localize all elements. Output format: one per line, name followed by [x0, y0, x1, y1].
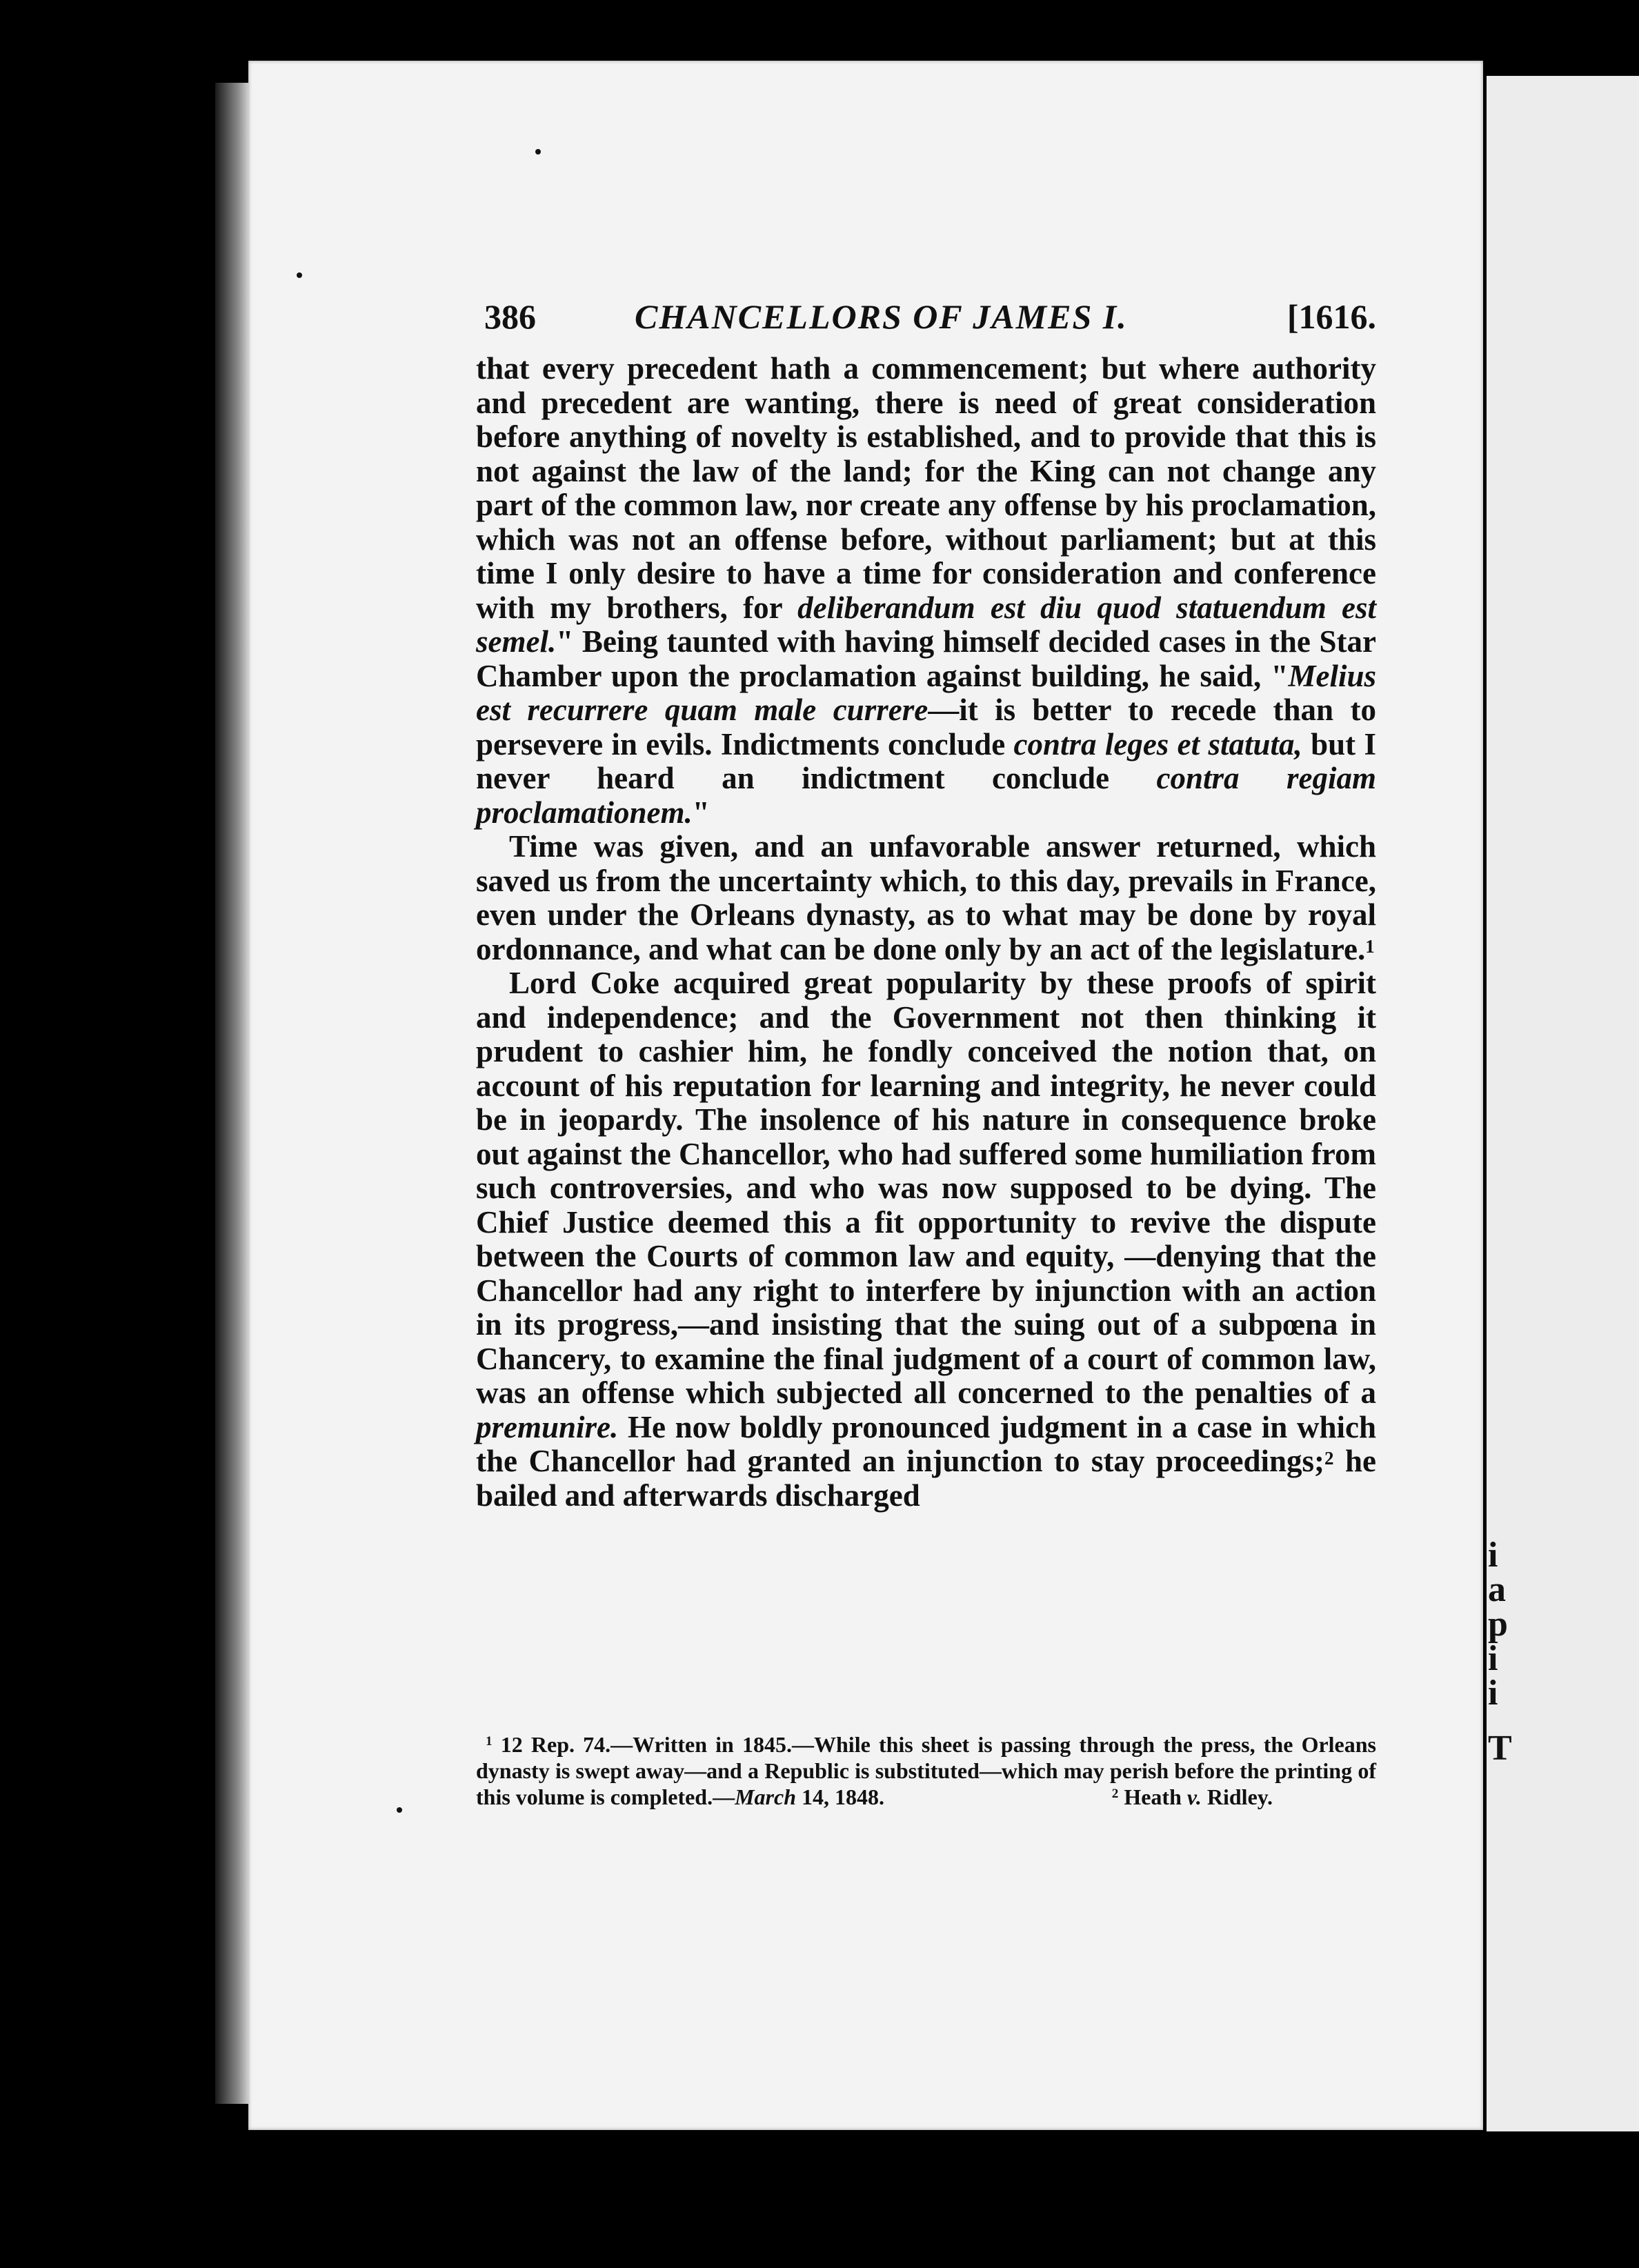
text-run: " Being taunted with having himself decided cases in the Star Chamber upon the proclamation against building, he said, "	[476, 624, 1376, 693]
paragraph	[476, 966, 1376, 1513]
italic-text: contra regiam proclamationem.	[476, 761, 1376, 830]
next-page-fragment: T	[1488, 1729, 1512, 1768]
print-speck	[535, 149, 541, 155]
footnote-marker: 2	[1324, 1448, 1334, 1469]
italic-text: premunire.	[476, 1409, 619, 1444]
text-run: Time was given, and an unfavorable answer returned, which saved us from the uncertainty which, to this day, prevails in France, even under the Orleans dynasty, as to what may be done by royal ordonnance, and what can be done only by an act of the legislature.	[476, 829, 1376, 966]
running-year: [1616.	[1287, 297, 1376, 336]
next-page-fragment: i	[1488, 1673, 1498, 1713]
text-run: that every precedent hath a commencement; but where authority and precedent are wanting, there is need of great consideration before anything of novelty is established, and to provide that this is not against the law of the land; for the King can not change any part of the common law, nor create any offense by his proclamation, which was not an offense before, without parliament; but at this time I only desire to have a time for consideration and conference with my brothers, for	[476, 351, 1376, 625]
text-run: 14, 1848.	[796, 1784, 884, 1809]
italic-text: contra leges et statuta,	[1013, 726, 1302, 762]
next-page-fragment: p	[1488, 1604, 1508, 1644]
paragraph	[476, 830, 1376, 966]
next-page-fragment: i	[1488, 1639, 1498, 1678]
next-page-edge	[1487, 76, 1639, 2131]
italic-text: deliberandum est diu quod statuendum est semel.	[476, 590, 1377, 659]
text-run: 12 Rep. 74.—Written in 1845.—While this sheet is passing through the press, the Orleans dynasty is swept away—and a Republic is substituted—which may perish before the printing of this volume is completed.—	[476, 1732, 1376, 1809]
text-run: He now boldly pronounced judgment in a case in which the Chancellor had granted an injunction to stay proceedings;	[476, 1409, 1376, 1478]
body-text	[476, 352, 1376, 1513]
text-run: but I never heard an indictment conclude	[476, 726, 1376, 795]
footnote-marker: 2	[1111, 1787, 1119, 1801]
running-title: CHANCELLORS OF JAMES I.	[635, 297, 1128, 336]
italic-text: March	[735, 1784, 796, 1809]
next-page-fragment: a	[1488, 1570, 1506, 1609]
text-run: —it is better to recede than to persevere in evils. Indictments conclude	[476, 693, 1376, 762]
italic-text: Melius est recurrere quam male currere	[476, 658, 1376, 727]
text-run: Heath	[1118, 1784, 1187, 1809]
text-run: Lord Coke acquired great popularity by these proofs of spirit and independence; and the Government not then thinking it prudent to cashier him, he fondly conceived the notion that, on account of his reputation for learning and integrity, he never could be in jeopardy. The insolence of his nature in consequence broke out against the Chancellor, who had suffered some humiliation from such controversies, and who was now supposed to be dying. The Chief Justice deemed this a fit opportunity to revive the dispute between the Courts of common law and equity, —denying that the Chancellor had any right to interfere by injunction with an action in its progress,—and insisting that the suing out of a subpœna in Chancery, to examine the final judgment of a court of common law, was an offense which subjected all concerned to the penalties of a	[476, 966, 1376, 1410]
next-page-fragment: i	[1488, 1535, 1498, 1575]
page-content	[476, 297, 1376, 1513]
page-number: 386	[484, 297, 536, 336]
footnotes	[476, 1731, 1376, 1810]
text-run: he bailed and afterwards discharged	[476, 1444, 1376, 1513]
print-speck	[397, 1807, 402, 1813]
page-gutter-shadow	[215, 83, 248, 2104]
italic-text: v.	[1186, 1784, 1202, 1809]
running-head	[476, 297, 1376, 352]
footnote-marker: 1	[1365, 935, 1375, 957]
text-run: "	[692, 795, 710, 830]
footnote-marker: 1	[486, 1734, 493, 1749]
text-run: Ridley.	[1201, 1784, 1273, 1809]
print-speck	[297, 272, 302, 278]
paragraph	[476, 352, 1376, 830]
